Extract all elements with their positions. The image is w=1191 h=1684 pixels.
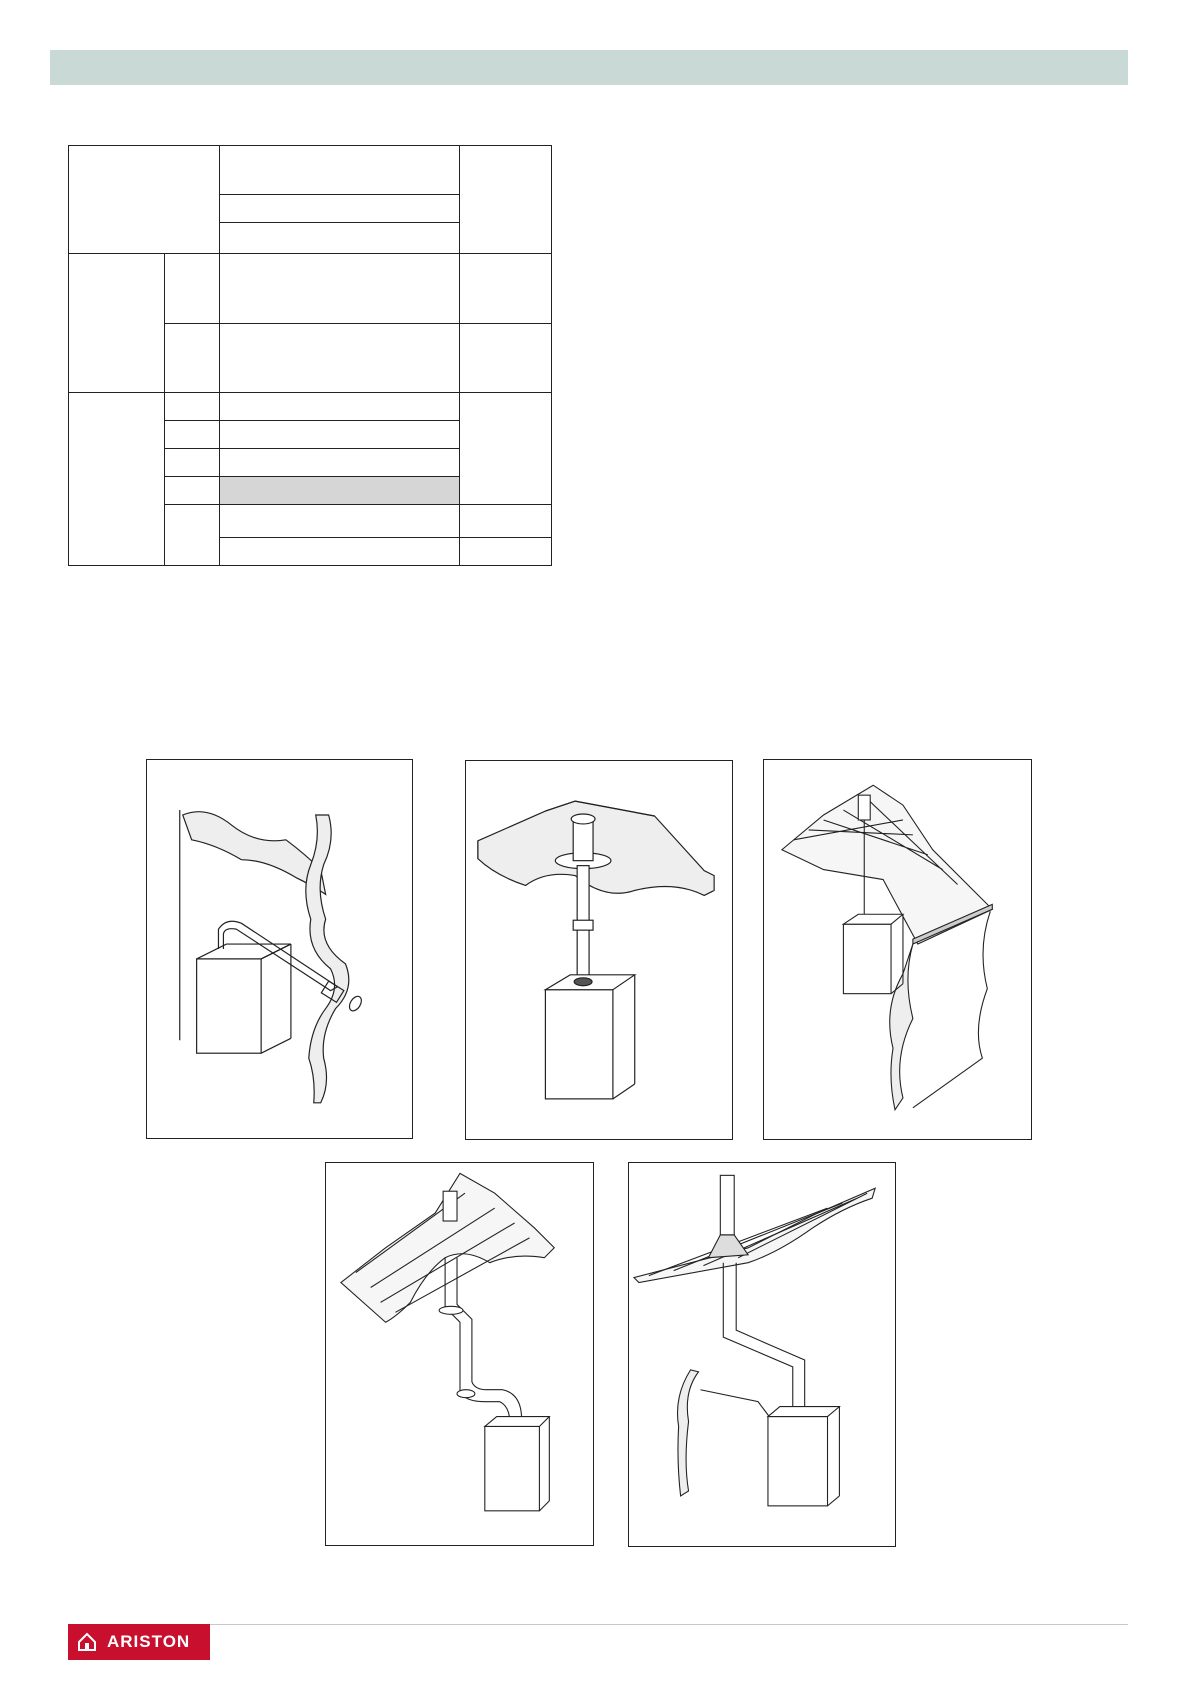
- brand-name: ARISTON: [107, 1632, 191, 1651]
- table-cell: [165, 505, 220, 566]
- table-cell: [460, 324, 552, 393]
- table-cell: [165, 254, 220, 324]
- table-cell: [220, 324, 460, 393]
- table-cell: [165, 421, 220, 449]
- table-cell: [165, 449, 220, 477]
- table-cell: [460, 505, 552, 538]
- boiler-offset-flue-pitched-roof-icon: [326, 1163, 593, 1545]
- table-cell: [220, 505, 460, 538]
- table-cell: [220, 146, 460, 195]
- table-cell: [460, 393, 552, 505]
- boiler-vertical-flue-flat-roof-icon: [466, 761, 732, 1139]
- table-cell: [165, 393, 220, 421]
- flue-specification-table: [68, 145, 552, 566]
- table-cell: [220, 195, 460, 223]
- table-cell: [220, 393, 460, 421]
- header-band: [50, 50, 1128, 85]
- table-cell: [220, 538, 460, 566]
- table-cell: [220, 223, 460, 254]
- figure-vertical-flat-roof-flue: [465, 760, 733, 1140]
- table-cell: [220, 254, 460, 324]
- boiler-horizontal-flue-through-wall-icon: [147, 760, 412, 1138]
- figure-offset-pitched-roof-flue: [325, 1162, 594, 1546]
- figure-vertical-pitched-roof-flue: [763, 759, 1032, 1140]
- table-cell: [220, 421, 460, 449]
- table-cell: [220, 449, 460, 477]
- table-cell: [165, 324, 220, 393]
- table-cell: [460, 538, 552, 566]
- ariston-logo: [68, 1624, 210, 1660]
- table-cell-shaded: [220, 477, 460, 505]
- house-icon: [76, 1631, 98, 1653]
- boiler-twin-pipe-flue-roof-icon: [629, 1163, 895, 1546]
- table-cell: [69, 254, 165, 393]
- table-cell: [460, 146, 552, 254]
- figure-twin-pipe-roof-flue: [628, 1162, 896, 1547]
- footer-rule: [210, 1624, 1128, 1625]
- table-cell: [69, 393, 165, 566]
- table-cell: [69, 146, 220, 254]
- table-cell: [460, 254, 552, 324]
- boiler-vertical-flue-pitched-roof-icon: [764, 760, 1031, 1139]
- figure-horizontal-wall-flue: [146, 759, 413, 1139]
- table-cell: [165, 477, 220, 505]
